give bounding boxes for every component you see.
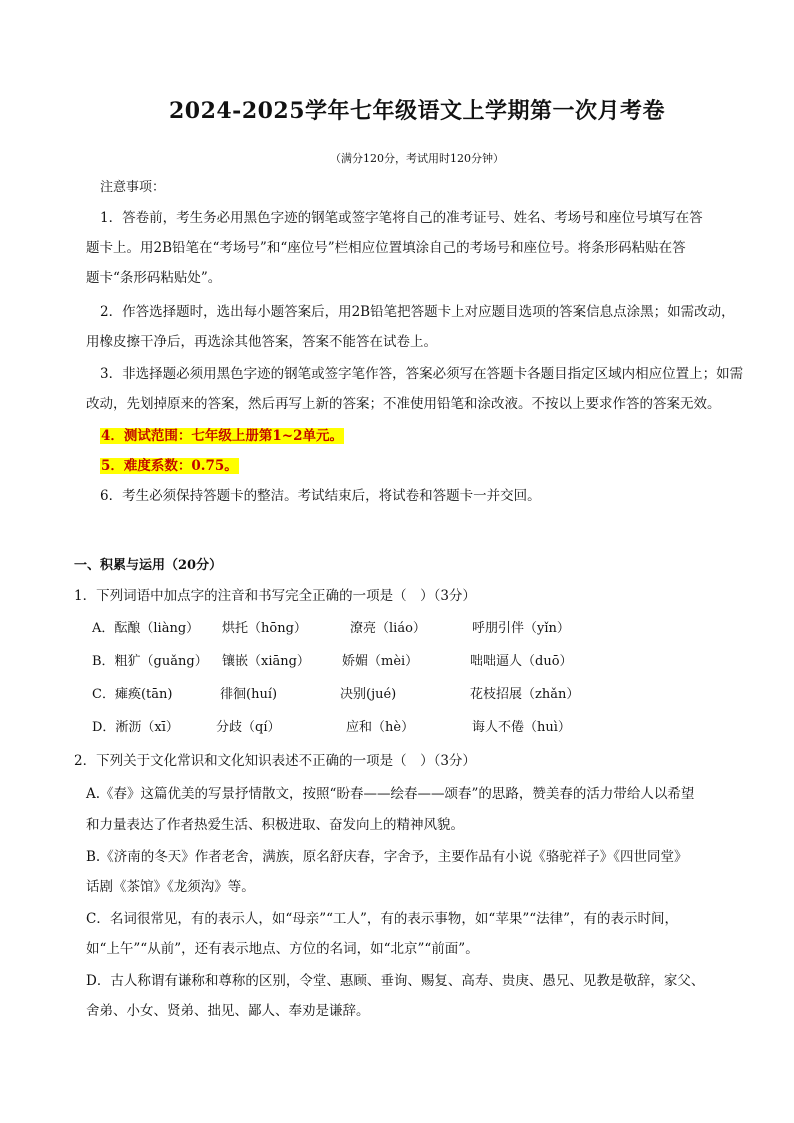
option-line: B.《济南的冬天》作者老舍，满族，原名舒庆春，字舍予，主要作品有小说《骆驼祥子》《四世同堂》 bbox=[86, 849, 688, 865]
option-c-word-1: C．瘫痪(tān) bbox=[92, 687, 173, 702]
option-a-word-3: 潦亮（liáo） bbox=[350, 621, 426, 636]
option-d-word-2: 分歧（qí） bbox=[216, 720, 281, 735]
option-a-word-1: A．酝酿（liàng） bbox=[92, 621, 200, 636]
option-line: 舍弟、小女、贤弟、拙见、鄙人、奉劝是谦辞。 bbox=[86, 1003, 370, 1019]
notice-line: 3．非选择题必须用黑色字迹的钢笔或签字笔作答，答案必须写在答题卡各题目指定区域内相应位置上；如需 bbox=[100, 366, 744, 382]
option-d-word-1: D．淅沥（xī） bbox=[92, 720, 179, 735]
question-stem: 1．下列词语中加点字的注音和书写完全正确的一项是（ ）（3分） bbox=[74, 588, 476, 604]
option-d-word-3: 应和（hè） bbox=[346, 720, 415, 735]
option-a-word-2: 烘托（hōng） bbox=[222, 621, 307, 636]
option-b-word-1: B．粗犷（guǎng） bbox=[92, 654, 208, 669]
option-b-word-4: 咄咄逼人（duō） bbox=[470, 654, 573, 669]
notice-line: 2．作答选择题时，选出每小题答案后，用2B铅笔把答题卡上对应题目选项的答案信息点涂黑；如需改动， bbox=[100, 304, 735, 320]
notice-line: 用橡皮擦干净后，再选涂其他答案，答案不能答在试卷上。 bbox=[86, 334, 437, 350]
highlighted-text: 4．测试范围：七年级上册第1~2单元。 bbox=[101, 428, 343, 444]
notice-line: 题卡上。用2B铅笔在“考场号”和“座位号”栏相应位置填涂自己的考场号和座位号。将条形码粘贴在答 bbox=[86, 240, 686, 256]
highlighted-text: 5．难度系数：0.75。 bbox=[101, 458, 238, 474]
option-b-word-2: 镶嵌（xiāng） bbox=[222, 654, 310, 669]
notice-heading: 注意事项： bbox=[100, 180, 166, 195]
notice-line: 1．答卷前，考生务必用黑色字迹的钢笔或签字笔将自己的准考证号、姓名、考场号和座位号填写在答 bbox=[100, 210, 703, 226]
option-line: C．名词很常见，有的表示人，如“母亲”“工人”，有的表示事物，如“苹果”“法律”，有的表示时间， bbox=[86, 911, 679, 927]
option-c-word-4: 花枝招展（zhǎn） bbox=[470, 687, 580, 702]
option-line: D．古人称谓有谦称和尊称的区别，令堂、惠顾、垂询、赐复、高寿、贵庚、愚兄、见教是敬辞，家父、 bbox=[86, 973, 705, 989]
notice-line-highlight bbox=[100, 456, 239, 476]
question-stem: 2．下列关于文化常识和文化知识表述不正确的一项是（ ）（3分） bbox=[74, 753, 476, 769]
option-line: 话剧《茶馆》《龙须沟》等。 bbox=[86, 879, 255, 895]
exam-subtitle: （满分120分，考试用时120分钟） bbox=[330, 152, 504, 165]
option-line: A.《春》这篇优美的写景抒情散文，按照“盼春——绘春——颂春”的思路，赞美春的活力带给人以希望 bbox=[86, 786, 695, 802]
section-heading: 一、积累与运用（20分） bbox=[74, 558, 223, 573]
notice-line: 题卡“条形码粘贴处”。 bbox=[86, 270, 222, 286]
notice-line-highlight bbox=[100, 426, 344, 446]
notice-line: 6．考生必须保持答题卡的整洁。考试结束后，将试卷和答题卡一并交回。 bbox=[100, 488, 541, 504]
option-a-word-4: 呼朋引伴（yǐn） bbox=[472, 621, 570, 636]
option-line: 和力量表达了作者热爱生活、积极进取、奋发向上的精神风貌。 bbox=[86, 817, 464, 833]
option-line: 如“上午”“从前”，还有表示地点、方位的名词，如“北京”“前面”。 bbox=[86, 941, 479, 957]
option-d-word-4: 诲人不倦（huì） bbox=[472, 720, 571, 735]
option-c-word-2: 徘徊(huí) bbox=[220, 687, 278, 702]
option-b-word-3: 娇媚（mèi） bbox=[342, 654, 419, 669]
notice-line: 改动，先划掉原来的答案，然后再写上新的答案；不准使用铅笔和涂改液。不按以上要求作答的答案无效。 bbox=[86, 396, 721, 412]
page-title: 2024-2025学年七年级语文上学期第一次月考卷 bbox=[168, 98, 666, 124]
option-c-word-3: 决别(jué) bbox=[340, 687, 397, 702]
